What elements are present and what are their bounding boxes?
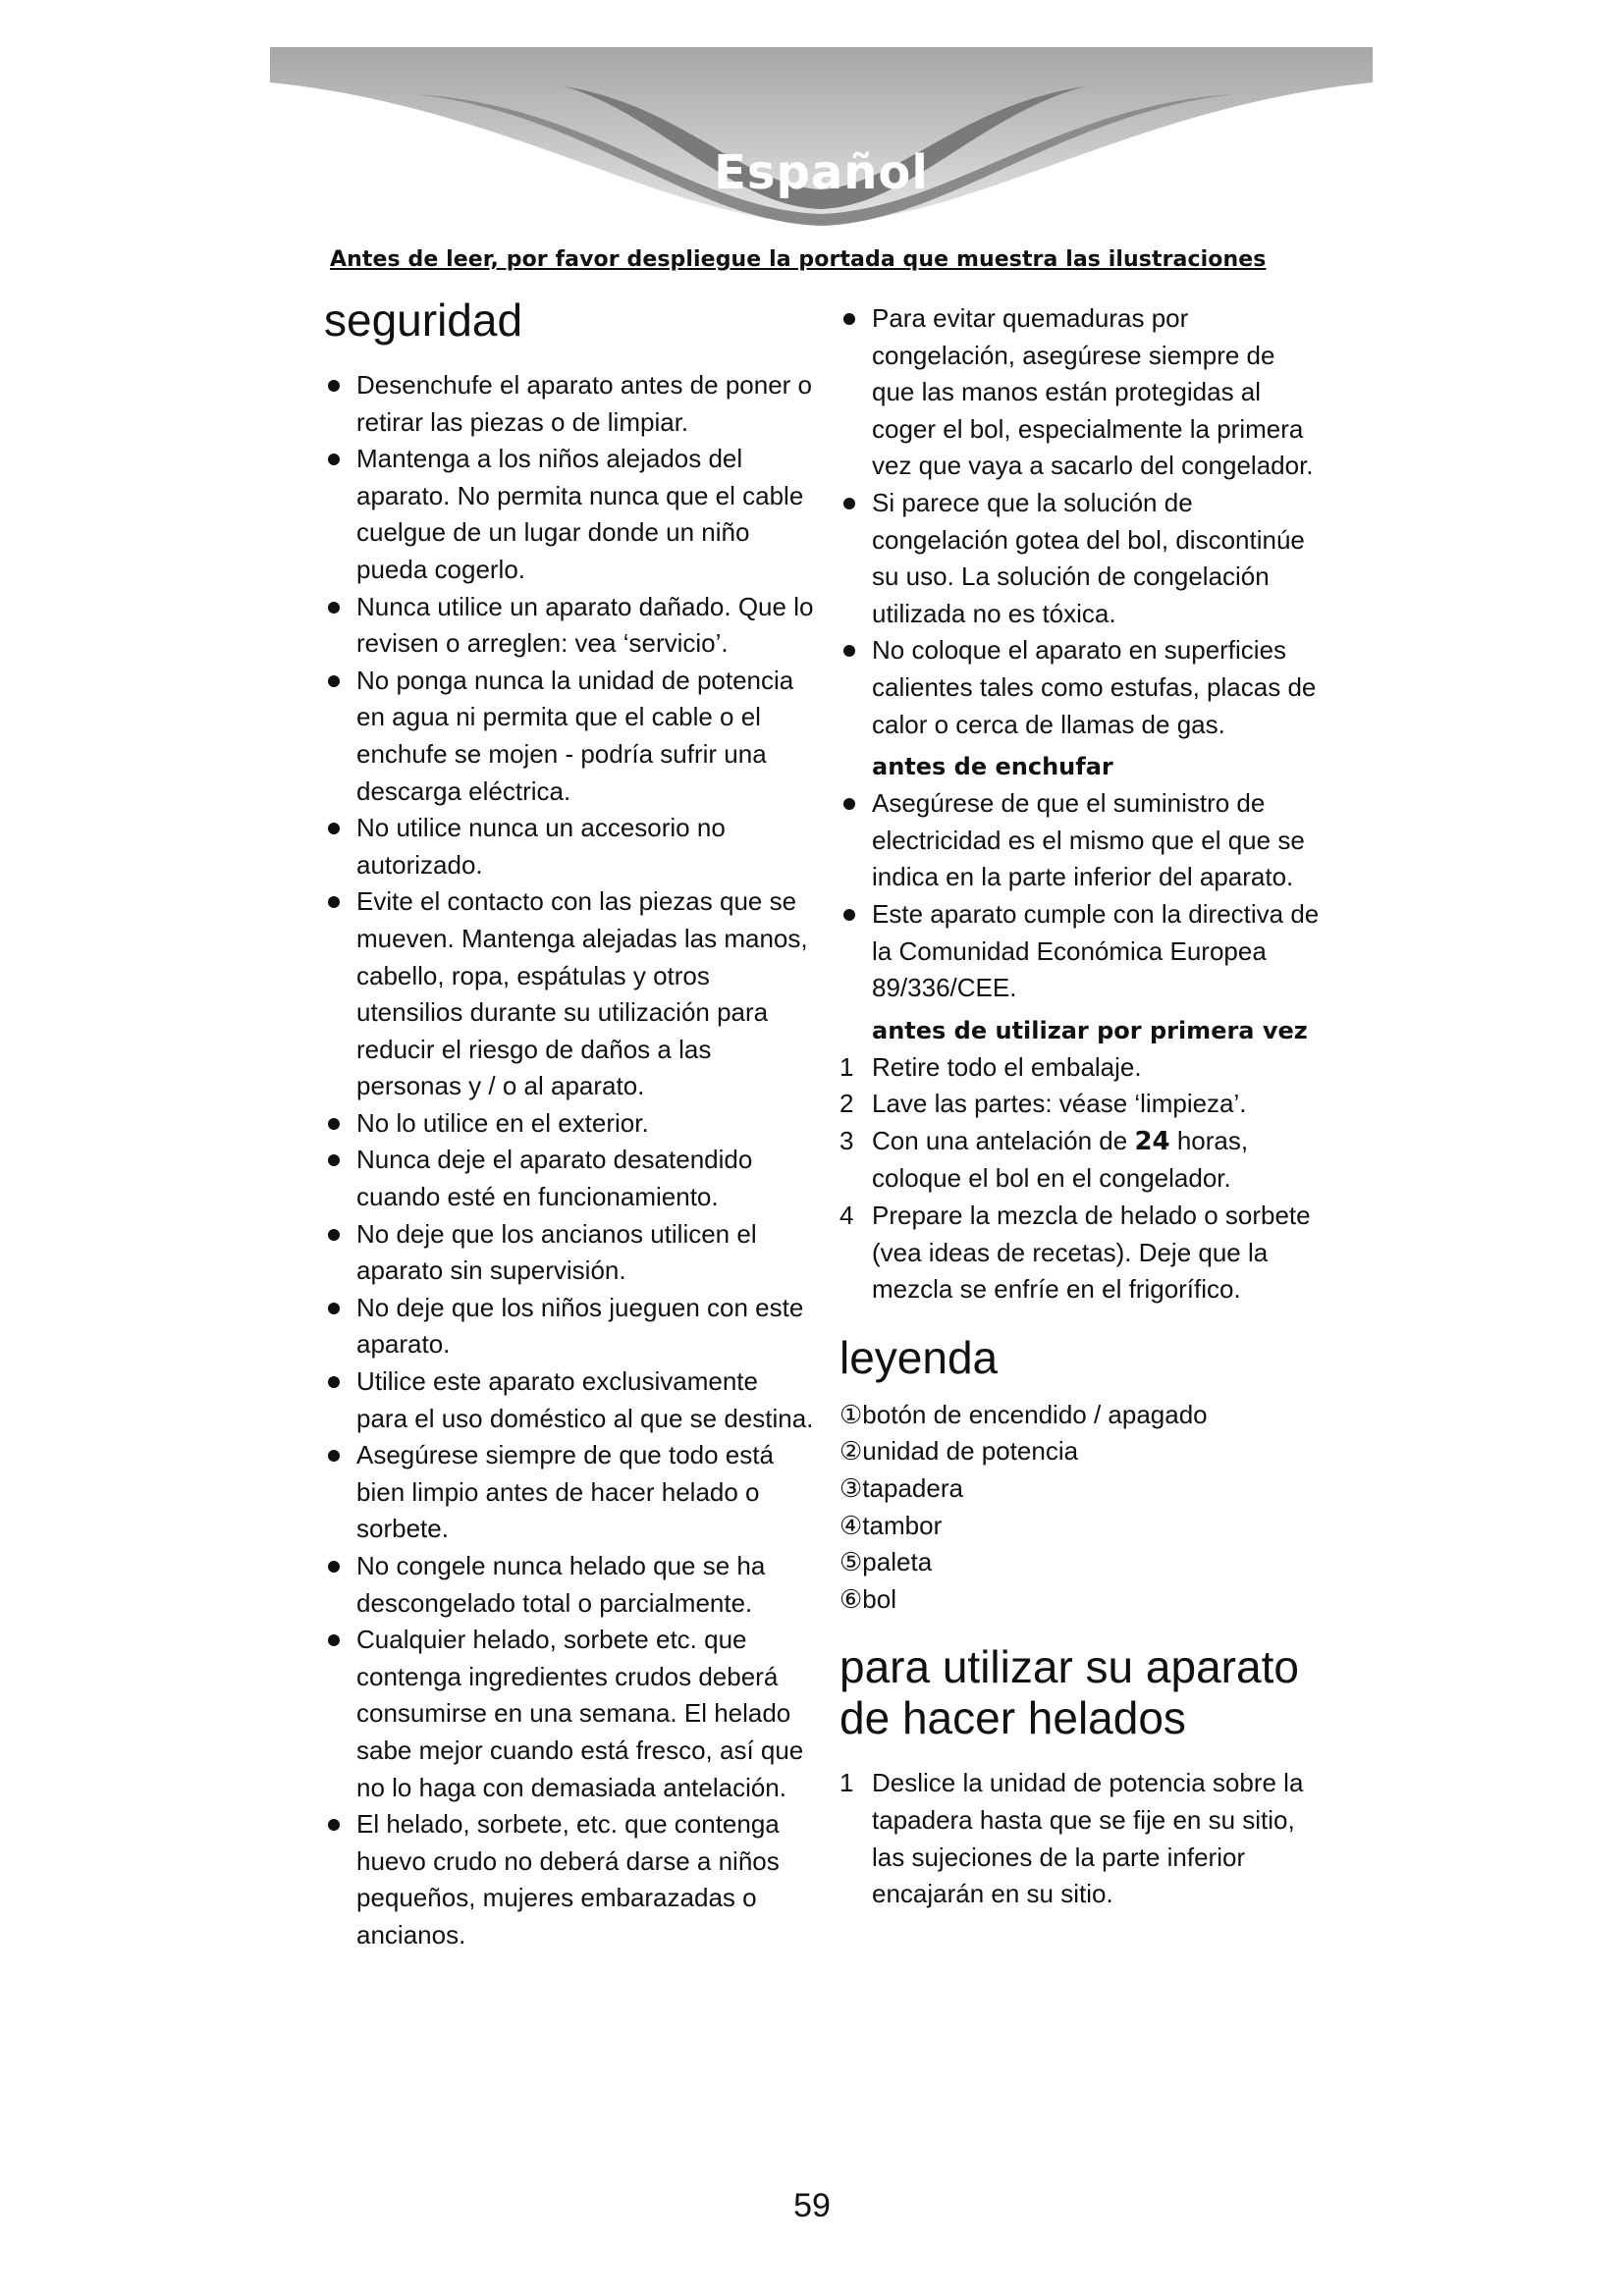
list-item: ①botón de encendido / apagado <box>839 1399 1208 1429</box>
legend-list <box>839 1397 1321 1619</box>
section-title-seguridad: seguridad <box>324 294 523 346</box>
list-item: ④tambor <box>839 1510 943 1540</box>
list-item: 1 Retire todo el embalaje. <box>839 1051 1142 1082</box>
list-item: 4 Prepare la mezcla de helado o sorbete (vea ideas de recetas). Deje que la mezcla se enfríe en el frigorífico. <box>839 1201 1311 1305</box>
list-item: No utilice nunca un accesorio no autorizado. <box>324 810 815 883</box>
page-title: Español <box>714 145 929 200</box>
page-number: 59 <box>793 2187 831 2224</box>
list-item: Cualquier helado, sorbete etc. que contenga ingredientes crudos deberá consumirse en una semana. El helado sabe mejor cuando está fresco, así que no lo haga con demasiada antelación. <box>324 1622 815 1806</box>
list-item: Asegúrese de que el suministro de electricidad es el mismo que el que se indica en la parte inferior del aparato. <box>839 785 1321 896</box>
section-title-utilizar: para utilizar su aparato de hacer helados <box>839 1641 1299 1744</box>
banner-swoosh <box>270 47 1373 234</box>
list-item: 1 Deslice la unidad de potencia sobre la tapadera hasta que se fije en su sitio, las sujeciones de la parte inferior encajarán en su sitio. <box>839 1768 1304 1909</box>
list-item: No lo utilice en el exterior. <box>324 1105 815 1143</box>
right-column <box>839 300 1321 1913</box>
list-item: ⑤paleta <box>839 1547 933 1577</box>
list-item: El helado, sorbete, etc. que contenga huevo crudo no deberá darse a niños pequeños, mujeres embarazadas o ancianos. <box>324 1806 815 1953</box>
list-item: 2 Lave las partes: véase ‘limpieza’. <box>839 1089 1247 1119</box>
section-title-primera-vez: antes de utilizar por primera vez <box>872 1016 1308 1044</box>
usage-steps <box>839 1765 1321 1912</box>
list-item: Este aparato cumple con la directiva de la Comunidad Económica Europea 89/336/CEE. <box>839 896 1321 1007</box>
plug-in-list <box>839 785 1321 1007</box>
list-item: Desenchufe el aparato antes de poner o retirar las piezas o de limpiar. <box>324 367 815 441</box>
section-title-leyenda: leyenda <box>839 1331 999 1383</box>
list-item: Para evitar quemaduras por congelación, asegúrese siempre de que las manos están protegidas al coger el bol, especialmente la primera vez que vaya a sacarlo del congelador. <box>839 300 1321 485</box>
list-item: Mantenga a los niños alejados del aparato. No permita nunca que el cable cuelgue de un lugar donde un niño pueda cogerlo. <box>324 441 815 588</box>
list-item: ⑥bol <box>839 1583 897 1614</box>
list-item: ③tapadera <box>839 1473 963 1504</box>
section-title-enchufar: antes de enchufar <box>872 753 1113 781</box>
list-item: No coloque el aparato en superficies calientes tales como estufas, placas de calor o cerca de llamas de gas. <box>839 632 1321 743</box>
list-item: Asegúrese siempre de que todo está bien limpio antes de hacer helado o sorbete. <box>324 1437 815 1548</box>
left-column <box>324 294 815 1954</box>
fold-out-notice: Antes de leer, por favor despliegue la portada que muestra las ilustraciones <box>330 247 1267 272</box>
first-use-steps <box>839 1049 1321 1308</box>
list-item: No ponga nunca la unidad de potencia en agua ni permita que el cable o el enchufe se mojen - podría sufrir una descarga eléctrica. <box>324 663 815 810</box>
list-item: ②unidad de potencia <box>839 1436 1079 1467</box>
list-item: 3 Con una antelación de 24 horas, coloque el bol en el congelador. <box>839 1125 1249 1194</box>
list-item: Nunca deje el aparato desatendido cuando esté en funcionamiento. <box>324 1142 815 1215</box>
list-item: Nunca utilice un aparato dañado. Que lo revisen o arreglen: vea ‘servicio’. <box>324 589 815 663</box>
list-item: No congele nunca helado que se ha descongelado total o parcialmente. <box>324 1548 815 1622</box>
safety-list <box>324 367 815 1954</box>
list-item: Utilice este aparato exclusivamente para el uso doméstico al que se destina. <box>324 1363 815 1437</box>
list-item: No deje que los niños jueguen con este aparato. <box>324 1290 815 1363</box>
safety-list-continued <box>839 300 1321 743</box>
list-item: Si parece que la solución de congelación gotea del bol, discontinúe su uso. La solución de congelación utilizada no es tóxica. <box>839 485 1321 632</box>
language-banner <box>270 47 1373 234</box>
list-item: Evite el contacto con las piezas que se mueven. Mantenga alejadas las manos, cabello, ropa, espátulas y otros utensilios durante su utilización para reducir el riesgo de daños a las personas y / o al aparato. <box>324 883 815 1105</box>
list-item: No deje que los ancianos utilicen el aparato sin supervisión. <box>324 1216 815 1290</box>
